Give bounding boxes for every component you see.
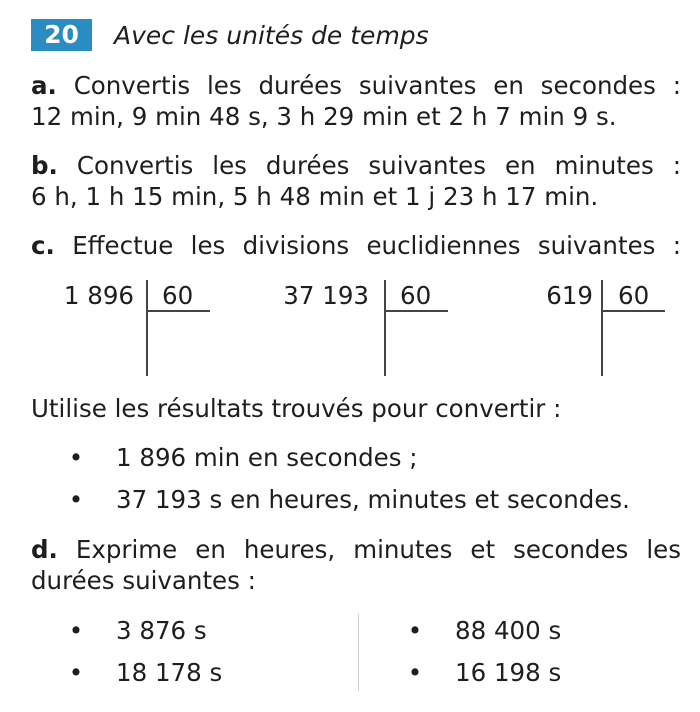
- division-1-dividend: 1 896: [63, 281, 134, 310]
- part-d-left-item-2: 18 178 s: [116, 658, 223, 687]
- division-2-horizontal-bar: [384, 310, 448, 312]
- part-a-line-2: 12 min, 9 min 48 s, 3 h 29 min et 2 h 7 min 9 s.: [31, 102, 617, 131]
- bullet: •: [68, 485, 84, 514]
- part-c-item-2: 37 193 s en heures, minutes et secondes.: [116, 485, 630, 514]
- part-d-text: Exprime en heures, minutes et secondes les: [75, 535, 681, 564]
- exercise-title: Avec les unités de temps: [114, 21, 429, 50]
- bullet: •: [407, 616, 423, 645]
- division-3-dividend: 619: [546, 281, 593, 310]
- part-c-text: Effectue les divisions euclidiennes suivantes :: [72, 231, 681, 260]
- part-d-right-item-2: 16 198 s: [455, 658, 562, 687]
- part-d-label: d.: [31, 535, 58, 564]
- bullet: •: [68, 658, 84, 687]
- bullet: •: [407, 658, 423, 687]
- division-1-vertical-bar: [146, 280, 148, 376]
- bullet: •: [68, 616, 84, 645]
- division-3-vertical-bar: [601, 280, 603, 376]
- part-c-line-1: [31, 231, 681, 261]
- division-2-dividend: 37 193: [283, 281, 369, 310]
- part-a-text: Convertis les durées suivantes en secondes :: [73, 71, 681, 100]
- column-divider: [358, 614, 359, 691]
- part-d-left-item-1: 3 876 s: [116, 616, 207, 645]
- part-b-line-1: [31, 151, 681, 181]
- part-d-line-1: [31, 535, 681, 565]
- part-b-label: b.: [31, 151, 58, 180]
- part-c-label: c.: [31, 231, 55, 260]
- part-b-text: Convertis les durées suivantes en minutes :: [76, 151, 681, 180]
- part-b-line-2: 6 h, 1 h 15 min, 5 h 48 min et 1 j 23 h 17 min.: [31, 182, 599, 211]
- division-3-horizontal-bar: [601, 310, 665, 312]
- division-1-divisor: 60: [162, 281, 194, 310]
- division-2-vertical-bar: [384, 280, 386, 376]
- part-a-label: a.: [31, 71, 57, 100]
- part-a-line-1: [31, 71, 681, 101]
- part-d-right-item-1: 88 400 s: [455, 616, 562, 645]
- division-1-horizontal-bar: [146, 310, 210, 312]
- division-3-divisor: 60: [618, 281, 650, 310]
- part-c-item-1: 1 896 min en secondes ;: [116, 443, 418, 472]
- part-c-instruction: Utilise les résultats trouvés pour convertir :: [31, 394, 562, 423]
- exercise-number-badge: 20: [31, 19, 92, 51]
- bullet: •: [68, 443, 84, 472]
- part-d-line-2: durées suivantes :: [31, 566, 256, 595]
- division-2-divisor: 60: [400, 281, 432, 310]
